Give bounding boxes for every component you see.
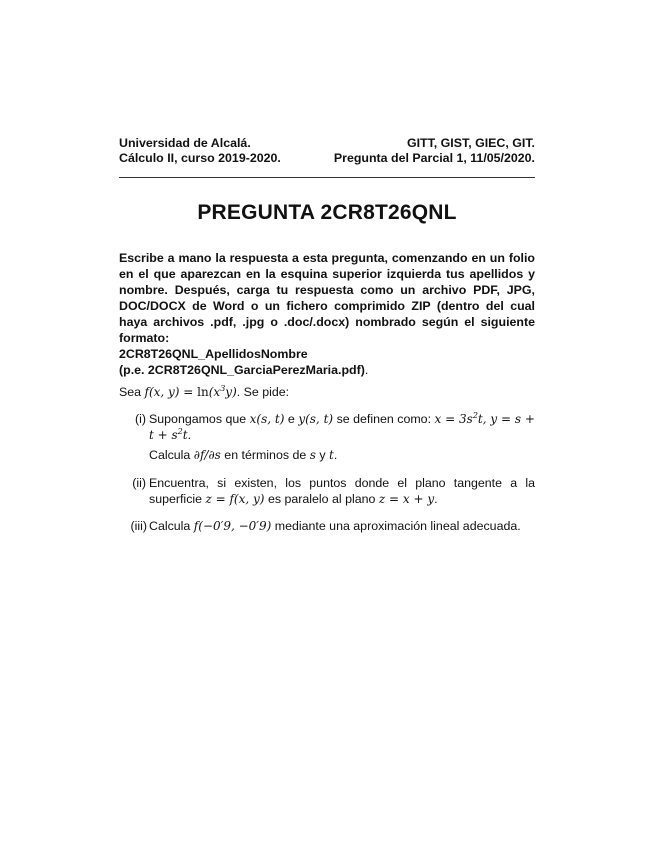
header-row-1 (119, 136, 535, 151)
item-ii-statement (149, 475, 535, 507)
item-i-text-4: . (187, 428, 192, 442)
item-i-task (149, 447, 535, 463)
item-i-task-var-s: s (309, 448, 316, 462)
file-format-example-line (119, 362, 535, 378)
item-iii-text-2: mediante una aproximación lineal adecuada. (274, 519, 521, 533)
problem-statement (119, 384, 535, 534)
problem-item-iii (119, 518, 535, 534)
item-ii-text-1: Encuentra, si existen, los puntos donde el plano tangente a la superficie (149, 476, 535, 506)
file-format-example: (p.e. 2CR8T26QNL_GarciaPerezMaria.pdf) (119, 363, 365, 377)
example-end: . (364, 363, 369, 377)
course-name: Cálculo II, curso 2019-2020. (119, 151, 281, 165)
exam-info: Pregunta del Parcial 1, 11/05/2020. (333, 151, 535, 165)
page-header (119, 136, 535, 166)
item-iii-math-point: f(−0′9, −0′9) (193, 519, 272, 533)
intro-prefix: Sea (119, 385, 142, 399)
item-i-task-text-4: . (333, 448, 338, 462)
item-i-math-x: x(s, t) (249, 412, 285, 426)
item-i-text-1: Supongamos que (149, 412, 247, 426)
item-label: (ii) (132, 476, 146, 490)
item-label: (iii) (130, 519, 147, 533)
header-row-2 (119, 151, 535, 166)
intro-suffix: . Se pide: (236, 385, 290, 399)
file-format-name: 2CR8T26QNL_ApellidosNombre (119, 347, 308, 361)
item-iii-statement (149, 518, 535, 534)
item-i-math-definitions: $x = 3s^2t$, $y = s + t + s^2t$ (149, 411, 535, 442)
function-definition: f(x, $y) = \ln(x^3y)$ (144, 384, 237, 399)
item-ii-math-plane: z = x + y (378, 492, 435, 506)
item-i-text-3: se definen como: (336, 412, 432, 426)
item-i-task-text-3: y (319, 448, 326, 462)
instructions-body: Escribe a mano la respuesta a esta pregunta, comenzando en un folio en el que aparezcan en la esquina superior izquierda tus apellidos y nombre. Después, carga tu respuesta como un archivo PDF, JPG, DOC/DOCX de Word o un fichero comprimido ZIP (dentro del cual haya archivos .pdf, .jpg o .doc/.docx) nombrado según el siguiente formato: (119, 251, 535, 345)
item-ii-math-surface: z = f(x, y) (205, 492, 265, 506)
item-iii-text-1: Calcula (149, 519, 191, 533)
submission-instructions (119, 250, 535, 378)
page-title: PREGUNTA 2CR8T26QNL (197, 201, 457, 224)
problem-item-i (119, 411, 535, 463)
item-ii-text-2: es paralelo al plano (267, 492, 376, 506)
item-i-text-2: e (287, 412, 295, 426)
item-i-statement (149, 411, 535, 443)
problem-item-ii (119, 475, 535, 507)
item-i-task-text-1: Calcula (149, 448, 191, 462)
item-label: (i) (134, 412, 146, 426)
item-i-task-text-2: en términos de (224, 448, 307, 462)
problem-intro (119, 384, 535, 400)
item-ii-text-3: . (434, 492, 438, 506)
degree-programs: GITT, GIST, GIEC, GIT. (406, 136, 535, 150)
item-i-task-var-t: t (329, 448, 334, 462)
university-name: Universidad de Alcalá. (119, 136, 251, 150)
item-i-task-derivative: ∂f/∂s (193, 448, 221, 462)
item-i-math-y: y(s, t) (298, 412, 334, 426)
header-divider (119, 177, 535, 178)
